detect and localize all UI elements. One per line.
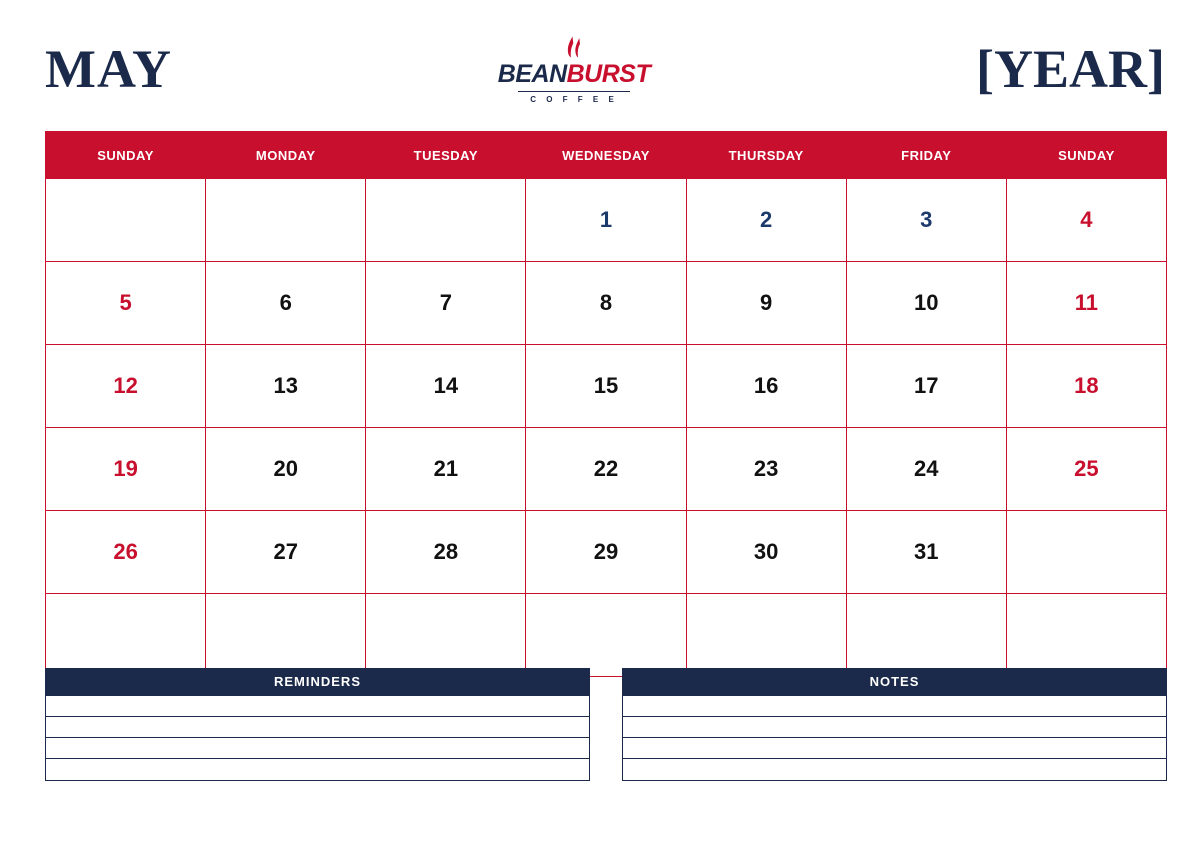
calendar-day-cell[interactable] xyxy=(686,594,846,677)
calendar-day-cell[interactable]: 23 xyxy=(686,428,846,511)
weekday-header: SUNDAY xyxy=(1006,132,1166,179)
calendar-day-cell[interactable] xyxy=(206,594,366,677)
logo-bean-text: BEAN xyxy=(497,60,567,88)
calendar-day-cell[interactable]: 29 xyxy=(526,511,686,594)
calendar-day-cell[interactable]: 21 xyxy=(366,428,526,511)
calendar-week-row xyxy=(46,345,1167,428)
calendar-week-row xyxy=(46,262,1167,345)
logo-wordmark xyxy=(498,62,650,87)
calendar-day-cell[interactable]: 11 xyxy=(1006,262,1166,345)
notes-title: NOTES xyxy=(622,668,1167,696)
calendar-day-cell[interactable]: 30 xyxy=(686,511,846,594)
month-title: MAY xyxy=(45,39,173,99)
reminders-lines xyxy=(45,696,590,781)
calendar-day-cell[interactable]: 9 xyxy=(686,262,846,345)
reminder-line[interactable] xyxy=(46,717,589,738)
calendar-day-cell[interactable]: 1 xyxy=(526,179,686,262)
calendar-day-cell[interactable] xyxy=(366,594,526,677)
note-line[interactable] xyxy=(623,738,1166,759)
weekday-header: THURSDAY xyxy=(686,132,846,179)
reminder-line[interactable] xyxy=(46,696,589,717)
calendar-day-cell[interactable] xyxy=(206,179,366,262)
calendar-day-cell[interactable]: 24 xyxy=(846,428,1006,511)
calendar-day-cell[interactable] xyxy=(366,179,526,262)
calendar-week-row xyxy=(46,179,1167,262)
calendar-day-cell[interactable]: 8 xyxy=(526,262,686,345)
calendar-day-cell[interactable]: 20 xyxy=(206,428,366,511)
calendar-week-row xyxy=(46,511,1167,594)
calendar-day-cell[interactable]: 2 xyxy=(686,179,846,262)
weekday-header: TUESDAY xyxy=(366,132,526,179)
calendar-grid xyxy=(45,131,1167,677)
bottom-panels xyxy=(45,668,1167,781)
calendar-day-cell[interactable]: 22 xyxy=(526,428,686,511)
calendar-day-cell[interactable]: 6 xyxy=(206,262,366,345)
weekday-header: FRIDAY xyxy=(846,132,1006,179)
calendar-day-cell[interactable] xyxy=(526,594,686,677)
calendar-body xyxy=(46,179,1167,677)
calendar-day-cell[interactable]: 15 xyxy=(526,345,686,428)
calendar-day-cell[interactable]: 7 xyxy=(366,262,526,345)
calendar-week-row xyxy=(46,428,1167,511)
weekday-header: SUNDAY xyxy=(46,132,206,179)
calendar-day-cell[interactable]: 12 xyxy=(46,345,206,428)
calendar-header-row xyxy=(46,132,1167,179)
calendar-day-cell[interactable]: 4 xyxy=(1006,179,1166,262)
note-line[interactable] xyxy=(623,717,1166,738)
year-title: [YEAR] xyxy=(976,39,1165,99)
calendar-day-cell[interactable]: 10 xyxy=(846,262,1006,345)
notes-panel xyxy=(622,668,1167,781)
calendar-day-cell[interactable]: 31 xyxy=(846,511,1006,594)
calendar-day-cell[interactable]: 13 xyxy=(206,345,366,428)
calendar-day-cell[interactable]: 5 xyxy=(46,262,206,345)
weekday-header: MONDAY xyxy=(206,132,366,179)
calendar-day-cell[interactable]: 25 xyxy=(1006,428,1166,511)
logo-subtitle: C O F F E E xyxy=(518,91,630,104)
page-header xyxy=(45,26,1170,112)
calendar-day-cell[interactable] xyxy=(46,594,206,677)
brand-logo xyxy=(474,34,674,104)
weekday-header: WEDNESDAY xyxy=(526,132,686,179)
calendar-day-cell[interactable] xyxy=(846,594,1006,677)
calendar-day-cell[interactable]: 16 xyxy=(686,345,846,428)
flame-icon xyxy=(559,34,589,60)
reminders-title: REMINDERS xyxy=(45,668,590,696)
calendar-day-cell[interactable]: 27 xyxy=(206,511,366,594)
logo-burst-text: BURST xyxy=(566,60,651,88)
calendar-week-row xyxy=(46,594,1167,677)
calendar-day-cell[interactable]: 14 xyxy=(366,345,526,428)
calendar-day-cell[interactable]: 28 xyxy=(366,511,526,594)
calendar-day-cell[interactable] xyxy=(46,179,206,262)
note-line[interactable] xyxy=(623,696,1166,717)
reminder-line[interactable] xyxy=(46,759,589,780)
calendar-day-cell[interactable]: 19 xyxy=(46,428,206,511)
reminder-line[interactable] xyxy=(46,738,589,759)
calendar-day-cell[interactable]: 17 xyxy=(846,345,1006,428)
calendar-day-cell[interactable] xyxy=(1006,511,1166,594)
calendar-day-cell[interactable]: 18 xyxy=(1006,345,1166,428)
calendar-day-cell[interactable]: 3 xyxy=(846,179,1006,262)
calendar-day-cell[interactable]: 26 xyxy=(46,511,206,594)
notes-lines xyxy=(622,696,1167,781)
calendar-day-cell[interactable] xyxy=(1006,594,1166,677)
note-line[interactable] xyxy=(623,759,1166,780)
reminders-panel xyxy=(45,668,590,781)
